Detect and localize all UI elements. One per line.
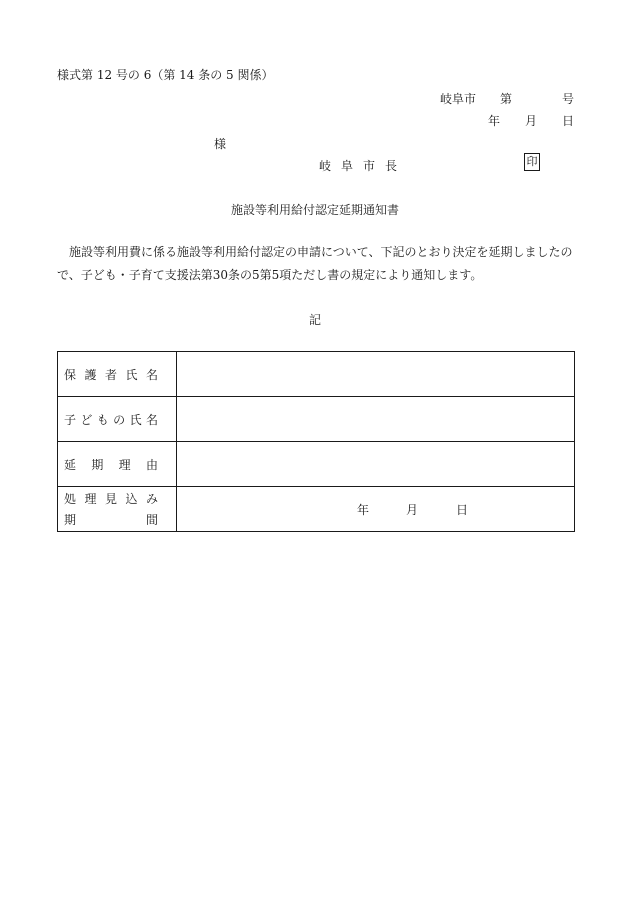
delay-reason-label: 延 期 理 由 bbox=[64, 457, 158, 472]
issuer-city: 岐阜市 bbox=[440, 92, 477, 106]
child-name-field[interactable] bbox=[177, 397, 575, 442]
period-day: 日 bbox=[456, 503, 469, 517]
table-row bbox=[58, 487, 575, 532]
period-month: 月 bbox=[406, 503, 419, 517]
mayor-title: 岐阜市長 bbox=[319, 159, 408, 173]
guardian-name-label: 保 護 者 氏 名 bbox=[64, 367, 158, 382]
child-name-label: 子 ど も の 氏 名 bbox=[64, 412, 158, 427]
row-label-reason bbox=[58, 442, 177, 487]
ki-heading: 記 bbox=[308, 313, 321, 327]
info-table bbox=[57, 351, 575, 532]
issue-date-day: 日 bbox=[562, 114, 575, 128]
document-title: 施設等利用給付認定延期通知書 bbox=[230, 203, 399, 217]
row-label-period bbox=[58, 487, 177, 532]
form-number: 様式第 12 号の 6（第 14 条の 5 関係） bbox=[57, 68, 274, 82]
period-date-field[interactable] bbox=[177, 487, 575, 532]
delay-reason-field[interactable] bbox=[177, 442, 575, 487]
recipient-suffix: 様 bbox=[214, 137, 227, 151]
period-year: 年 bbox=[357, 503, 370, 517]
table-row bbox=[58, 397, 575, 442]
body-paragraph: 施設等利用費に係る施設等利用給付認定の申請について、下記のとおり決定を延期しましたので、子ども・子育て支援法第30条の5第5項ただし書の規定により通知します。 bbox=[57, 245, 573, 282]
table-row bbox=[58, 352, 575, 397]
period-label-line1: 処 理 見 込 み bbox=[64, 492, 158, 506]
issue-date-month: 月 bbox=[525, 114, 538, 128]
table-row bbox=[58, 442, 575, 487]
row-label-guardian bbox=[58, 352, 177, 397]
period-label-line2: 期 間 bbox=[64, 513, 158, 527]
seal-mark: 印 bbox=[524, 153, 540, 171]
guardian-name-field[interactable] bbox=[177, 352, 575, 397]
issue-date-year: 年 bbox=[488, 114, 501, 128]
row-label-child bbox=[58, 397, 177, 442]
issue-number-suffix: 号 bbox=[562, 92, 575, 106]
issue-number-prefix: 第 bbox=[500, 92, 513, 106]
